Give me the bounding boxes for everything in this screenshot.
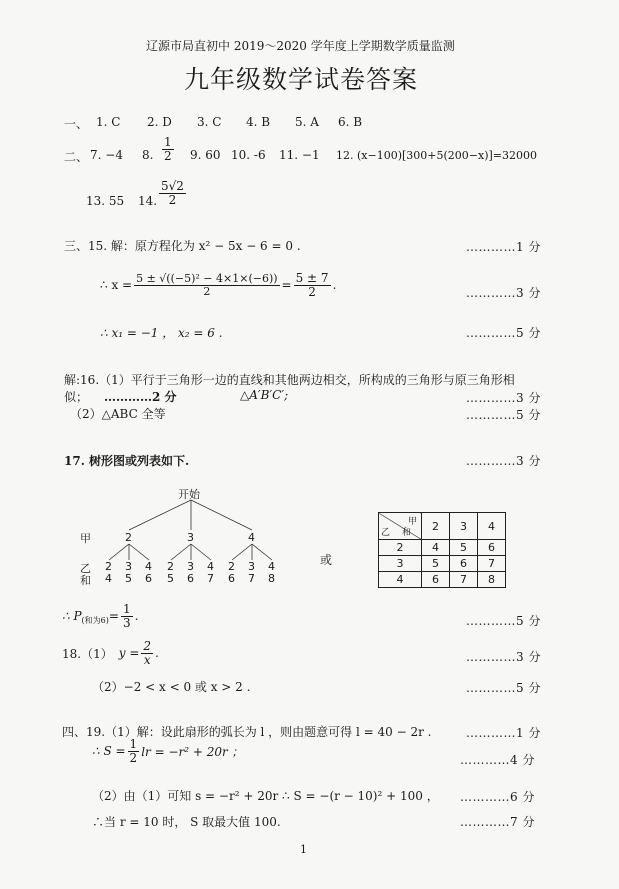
q15-score3: …………5 分 <box>466 326 541 340</box>
answer-6: 6. B <box>338 115 363 129</box>
fraction-denominator: 2 <box>129 750 138 765</box>
answer-8-label: 8. <box>142 148 154 162</box>
q18-line1 <box>62 640 159 666</box>
fraction-denominator: 3 <box>122 615 131 630</box>
q16-line2-a: 似； <box>64 390 89 404</box>
tree-l2-node: 2 <box>167 560 174 573</box>
fraction-denominator: 2 <box>203 284 211 298</box>
table-cell: 5 <box>450 540 478 556</box>
tree-l2-node: 2 <box>228 560 235 573</box>
q17-score1: …………3 分 <box>466 454 541 468</box>
tree-l1-node: 4 <box>248 531 255 544</box>
tree-l2-node: 2 <box>105 560 112 573</box>
q19-score2: …………4 分 <box>460 753 535 767</box>
answer-12: 12. (x−100)[300+5(200−x)]=32000 <box>336 149 537 162</box>
prob-subscript: (和为6) <box>81 615 109 625</box>
sum-table <box>378 512 506 588</box>
tree-l2-node: 4 <box>207 560 214 573</box>
q15-line2-equals: = <box>281 278 292 293</box>
tree-diagram <box>72 486 302 586</box>
table-corner-cell <box>379 513 422 540</box>
q18-score1: …………3 分 <box>466 650 541 664</box>
answer-5: 5. A <box>295 115 319 129</box>
q16-score2: …………3 分 <box>466 391 541 405</box>
tree-l2-node: 4 <box>145 560 152 573</box>
answer-1: 1. C <box>96 115 121 129</box>
q18-line1-y: y = <box>118 646 140 661</box>
fraction-numerator: 5 ± 7 <box>295 271 329 285</box>
tree-row-he: 和 <box>80 574 91 587</box>
q17-probability <box>62 603 138 629</box>
fraction-numerator: 1 <box>122 602 131 616</box>
answer-9: 9. 60 <box>190 148 221 162</box>
answer-8-fraction <box>160 136 176 162</box>
fraction-denominator: x <box>143 652 151 667</box>
q15-line2-prefix: ∴ x = <box>100 278 133 293</box>
tree-start: 开始 <box>178 488 200 501</box>
q18-line1-end: . <box>155 646 159 661</box>
tree-l2-node: 4 <box>268 560 275 573</box>
part1-label: 一、 <box>64 117 89 131</box>
answer-3: 3. C <box>197 115 222 129</box>
page-title: 九年级数学试卷答案 <box>184 65 419 94</box>
table-row-label: 2 <box>379 540 422 556</box>
or-text: 或 <box>320 553 333 567</box>
q16-score3: …………5 分 <box>466 408 541 422</box>
q18-line2: （2）−2 < x < 0 或 x > 2 . <box>92 680 251 694</box>
answer-14-fraction <box>157 180 188 206</box>
tree-sum: 6 <box>228 572 235 585</box>
q16-line3: （2）△ABC 全等 <box>70 407 166 421</box>
table-cell: 8 <box>478 572 506 588</box>
q19-line2 <box>92 738 244 764</box>
prob-equals: = <box>108 609 119 624</box>
q15-line2-end: . <box>332 278 337 293</box>
table-row <box>379 572 506 588</box>
table-row-label: 3 <box>379 556 422 572</box>
table-header-cell: 3 <box>450 513 478 540</box>
tree-sum: 5 <box>125 572 132 585</box>
tree-l2-node: 3 <box>248 560 255 573</box>
tree-sum: 6 <box>145 572 152 585</box>
table-row <box>379 556 506 572</box>
tree-l1-node: 2 <box>125 531 132 544</box>
part2-label: 二、 <box>64 150 89 164</box>
table-header-cell: 4 <box>478 513 506 540</box>
table-corner-top: 甲 <box>407 517 417 527</box>
q15-line3: ∴ x₁ = −1 ， x₂ = 6 . <box>100 326 223 340</box>
fraction-numerator: 2 <box>143 639 152 653</box>
q15-line1: 三、15. 解：原方程化为 x² − 5x − 6 = 0 . <box>64 239 301 253</box>
q15-line2 <box>100 272 336 298</box>
q19-score1: …………1 分 <box>466 726 541 740</box>
tree-row-jia: 甲 <box>80 532 91 545</box>
table-cell: 6 <box>450 556 478 572</box>
table-corner-mid: 和 <box>401 528 411 538</box>
answer-4: 4. B <box>246 115 271 129</box>
q19-line2-prefix: ∴ S = <box>92 744 126 759</box>
answer-2: 2. D <box>147 115 172 129</box>
q19-score3: …………6 分 <box>460 790 535 804</box>
page-number: 1 <box>300 843 307 856</box>
q19-line1: 四、19.（1）解：设此扇形的弧长为 l ，则由题意可得 l = 40 − 2r . <box>62 725 432 739</box>
tree-sum: 8 <box>268 572 275 585</box>
tree-l2-node: 3 <box>187 560 194 573</box>
q17-score2: …………5 分 <box>466 614 541 628</box>
answer-7: 7. −4 <box>90 148 123 162</box>
q18-score2: …………5 分 <box>466 681 541 695</box>
tree-sum: 6 <box>187 572 194 585</box>
table-cell: 6 <box>478 540 506 556</box>
q19-line2-rest: lr = −r² + 20r ； <box>141 744 244 759</box>
table-cell: 7 <box>478 556 506 572</box>
fraction-numerator: 1 <box>129 737 138 751</box>
table-header-cell: 2 <box>422 513 450 540</box>
q19-line3: （2）由（1）可知 s = −r² + 20r ∴ S = −(r − 10)² + 100 ， <box>92 789 439 803</box>
fraction-denominator: 2 <box>168 192 177 207</box>
answer-14-label: 14. <box>138 194 158 208</box>
prob-prefix: ∴ P <box>62 609 82 624</box>
answer-13: 13. 55 <box>86 194 125 208</box>
exam-subtitle: 辽源市局直初中 2019～2020 学年度上学期数学质量监测 <box>146 39 455 53</box>
fraction-denominator: 2 <box>308 284 316 299</box>
prob-end: . <box>134 609 139 624</box>
q15-score2: …………3 分 <box>466 286 541 300</box>
tree-sum: 5 <box>167 572 174 585</box>
table-corner-left: 乙 <box>381 528 391 538</box>
tree-sum: 7 <box>207 572 214 585</box>
answer-11: 11. −1 <box>279 148 320 162</box>
q19-line4: ∴当 r = 10 时， S 取最大值 100. <box>92 815 281 829</box>
q18-line1-prefix: 18.（1） <box>62 646 113 661</box>
answer-10: 10. -6 <box>231 148 266 162</box>
tree-sum: 4 <box>105 572 112 585</box>
fraction-numerator: 5√2 <box>161 179 184 193</box>
q16-line2-b: …………2 分 <box>104 390 177 404</box>
tree-l1-node: 3 <box>187 531 194 544</box>
fraction-numerator: 1 <box>164 135 172 149</box>
q16-line2-c: △A′B′C′; <box>240 388 289 402</box>
table-row-label: 4 <box>379 572 422 588</box>
q15-score1: …………1 分 <box>466 240 541 254</box>
table-cell: 5 <box>422 556 450 572</box>
tree-row-yi: 乙 <box>80 562 91 575</box>
tree-sum: 7 <box>248 572 255 585</box>
fraction-numerator: 5 ± √((−5)² − 4×1×(−6)) <box>136 272 278 286</box>
table-cell: 4 <box>422 540 450 556</box>
table-cell: 7 <box>450 572 478 588</box>
tree-l2-node: 3 <box>125 560 132 573</box>
q17-line1: 17. 树形图或列表如下. <box>64 454 190 468</box>
table-cell: 6 <box>422 572 450 588</box>
fraction-denominator: 2 <box>164 148 172 163</box>
table-row <box>379 540 506 556</box>
q16-line1: 解:16.（1）平行于三角形一边的直线和其他两边相交，所构成的三角形与原三角形相 <box>64 373 515 387</box>
q19-score4: …………7 分 <box>460 815 535 829</box>
